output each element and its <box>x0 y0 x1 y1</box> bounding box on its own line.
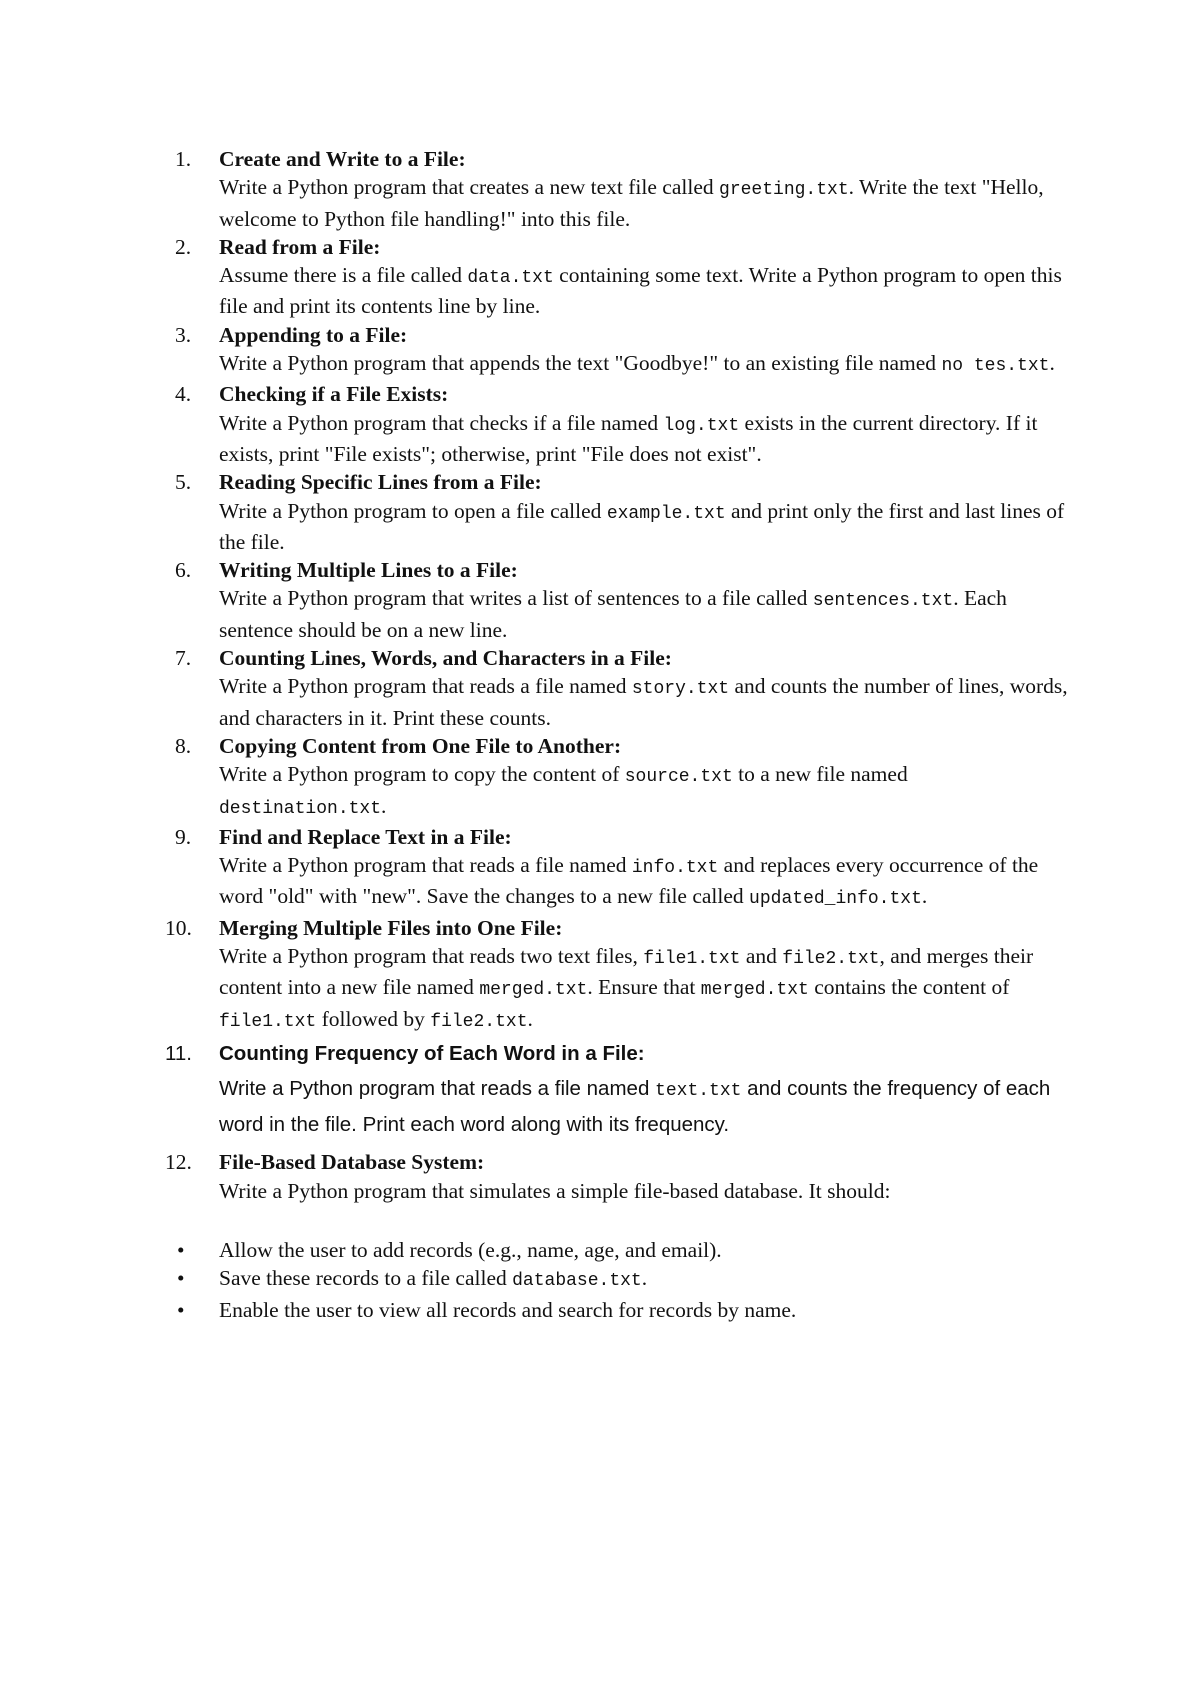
exercise-item <box>165 914 1075 1036</box>
body-text: exists in the current directory. If it exists, print "File exists"; otherwise, print "File does not exist". <box>219 410 1038 466</box>
inline-code-filename: sentences.txt <box>812 591 954 612</box>
body-text: Write a Python program that checks if a file named <box>219 410 664 435</box>
bullet-icon: • <box>177 1297 185 1322</box>
exercise-number: 4. <box>175 382 192 407</box>
requirement-text <box>219 1238 722 1262</box>
exercise-number: 8. <box>175 733 192 758</box>
body-text: . <box>1049 351 1055 376</box>
inline-code-filename: info.txt <box>631 858 719 879</box>
body-text: Allow the user to add records (e.g., name, age, and email). <box>219 1238 722 1262</box>
inline-code-filename: no tes.txt <box>941 356 1050 377</box>
inline-code-filename: data.txt <box>467 268 554 289</box>
inline-code-filename: updated_info.txt <box>749 889 922 910</box>
exercise-title: Counting Frequency of Each Word in a File: <box>219 1041 645 1065</box>
inline-code-filename: database.txt <box>512 1271 642 1292</box>
exercise-description <box>219 261 1075 321</box>
body-text: Write a Python program that reads a file named <box>219 1077 656 1101</box>
body-text: followed by <box>316 1006 431 1031</box>
exercise-description <box>219 349 1075 380</box>
inline-code-filename: merged.txt <box>700 980 809 1001</box>
exercise-item <box>175 321 1075 381</box>
body-text: Write a Python program that appends the text "Goodbye!" to an existing file named <box>219 351 942 376</box>
exercise-description <box>219 1072 1075 1142</box>
body-text: containing some text. Write a Python program to open this file and print its contents line by line. <box>219 263 1062 319</box>
exercise-description <box>219 584 1075 644</box>
body-text: . <box>921 884 928 909</box>
exercise-description <box>219 942 1075 1036</box>
body-text: , and merges their content into a new file named <box>219 944 1034 1000</box>
body-text: and replaces every occurrence of the word "old" with "new". Save the changes to a new file called <box>219 853 1039 909</box>
inline-code-filename: story.txt <box>631 679 730 700</box>
exercise-number: 6. <box>175 558 192 583</box>
body-text: Write a Python program that writes a list of sentences to a file called <box>219 586 813 611</box>
exercise-number: 11. <box>165 1041 192 1065</box>
body-text: to a new file named <box>732 762 908 787</box>
exercise-description <box>219 173 1075 233</box>
exercise-list <box>165 145 1075 1205</box>
exercise-number: 1. <box>175 147 192 171</box>
inline-code-filename: file1.txt <box>219 1011 317 1032</box>
inline-code-filename: file1.txt <box>643 949 741 970</box>
body-text: and counts the number of lines, words, and characters in it. Print these counts. <box>219 674 1068 730</box>
exercise-number: 12. <box>165 1150 192 1175</box>
body-text: Assume there is a file called <box>219 263 468 288</box>
exercise-item <box>175 233 1075 321</box>
exercise-description <box>219 497 1075 557</box>
body-text: Write a Python program that reads a file named <box>219 853 632 878</box>
exercise-description <box>219 672 1075 732</box>
body-text: and print only the first and last lines of the file. <box>219 498 1065 554</box>
exercise-number: 7. <box>175 646 192 671</box>
exercise-item <box>175 823 1075 914</box>
exercise-item <box>165 1148 1075 1205</box>
body-text: and counts the frequency of each word in the file. Print each word along with its frequency. <box>219 1077 1051 1137</box>
exercise-title: Writing Multiple Lines to a File: <box>219 558 518 583</box>
body-text: Save these records to a file called <box>219 1266 513 1291</box>
exercise-title: Copying Content from One File to Another: <box>219 733 622 758</box>
inline-code-filename: example.txt <box>606 503 726 524</box>
body-text: Write a Python program to open a file called <box>219 498 607 523</box>
exercise-title: Appending to a File: <box>219 322 408 347</box>
exercise-title: Find and Replace Text in a File: <box>219 824 512 849</box>
inline-code-filename: merged.txt <box>479 980 588 1001</box>
exercise-item <box>175 644 1075 732</box>
exercise-number: 5. <box>175 470 192 495</box>
exercise-number: 2. <box>175 234 192 259</box>
body-text: . Each sentence should be on a new line. <box>219 586 1007 642</box>
inline-code-filename: destination.txt <box>219 798 382 819</box>
exercise-description <box>219 1177 1075 1205</box>
inline-code-filename: greeting.txt <box>719 180 849 201</box>
bullet-icon: • <box>177 1238 185 1262</box>
exercise-item <box>175 468 1075 556</box>
exercise-item <box>175 732 1075 823</box>
inline-code-filename: text.txt <box>655 1081 742 1102</box>
requirement-text <box>219 1298 796 1322</box>
body-text: and <box>740 944 783 969</box>
body-text: Write a Python program that creates a new text file called <box>219 175 720 200</box>
exercise-title: File-Based Database System: <box>219 1150 485 1175</box>
requirement-item <box>175 1296 1075 1324</box>
exercise-title: Reading Specific Lines from a File: <box>219 470 542 495</box>
requirements-list <box>175 1236 1075 1324</box>
exercise-number: 3. <box>175 322 192 347</box>
exercise-description <box>219 760 1075 823</box>
body-text: . Write the text "Hello, welcome to Python file handling!" into this file. <box>219 175 1044 231</box>
requirement-item <box>175 1264 1075 1295</box>
body-text: Write a Python program to copy the content of <box>219 762 625 787</box>
body-text: contains the content of <box>808 975 1010 1000</box>
body-text: Enable the user to view all records and search for records by name. <box>219 1297 797 1322</box>
exercise-description <box>219 409 1075 469</box>
bullet-icon: • <box>177 1266 185 1291</box>
exercise-title: Merging Multiple Files into One File: <box>219 915 563 940</box>
exercise-item <box>175 145 1075 233</box>
exercise-item <box>165 1040 1075 1142</box>
inline-code-filename: file2.txt <box>782 949 880 970</box>
body-text: Write a Python program that reads a file named <box>219 674 632 699</box>
requirement-item <box>175 1236 1075 1264</box>
inline-code-filename: log.txt <box>663 415 740 436</box>
body-text: . <box>381 793 387 818</box>
inline-code-filename: source.txt <box>624 767 733 788</box>
body-text: . Ensure that <box>587 975 701 1000</box>
exercise-number: 10. <box>165 915 192 940</box>
exercise-item <box>175 380 1075 468</box>
body-text: . <box>641 1266 648 1291</box>
exercise-title: Read from a File: <box>219 234 381 259</box>
body-text: Write a Python program that simulates a simple file-based database. It should: <box>219 1178 891 1203</box>
inline-code-filename: file2.txt <box>430 1011 528 1032</box>
exercise-title: Create and Write to a File: <box>219 147 466 171</box>
exercise-title: Checking if a File Exists: <box>219 382 449 407</box>
requirement-text <box>219 1266 647 1290</box>
exercise-description <box>219 851 1075 914</box>
exercise-item <box>175 556 1075 644</box>
body-text: Write a Python program that reads two text files, <box>219 944 644 969</box>
exercise-title: Counting Lines, Words, and Characters in a File: <box>219 646 672 671</box>
body-text: . <box>527 1006 533 1031</box>
exercise-number: 9. <box>175 824 192 849</box>
